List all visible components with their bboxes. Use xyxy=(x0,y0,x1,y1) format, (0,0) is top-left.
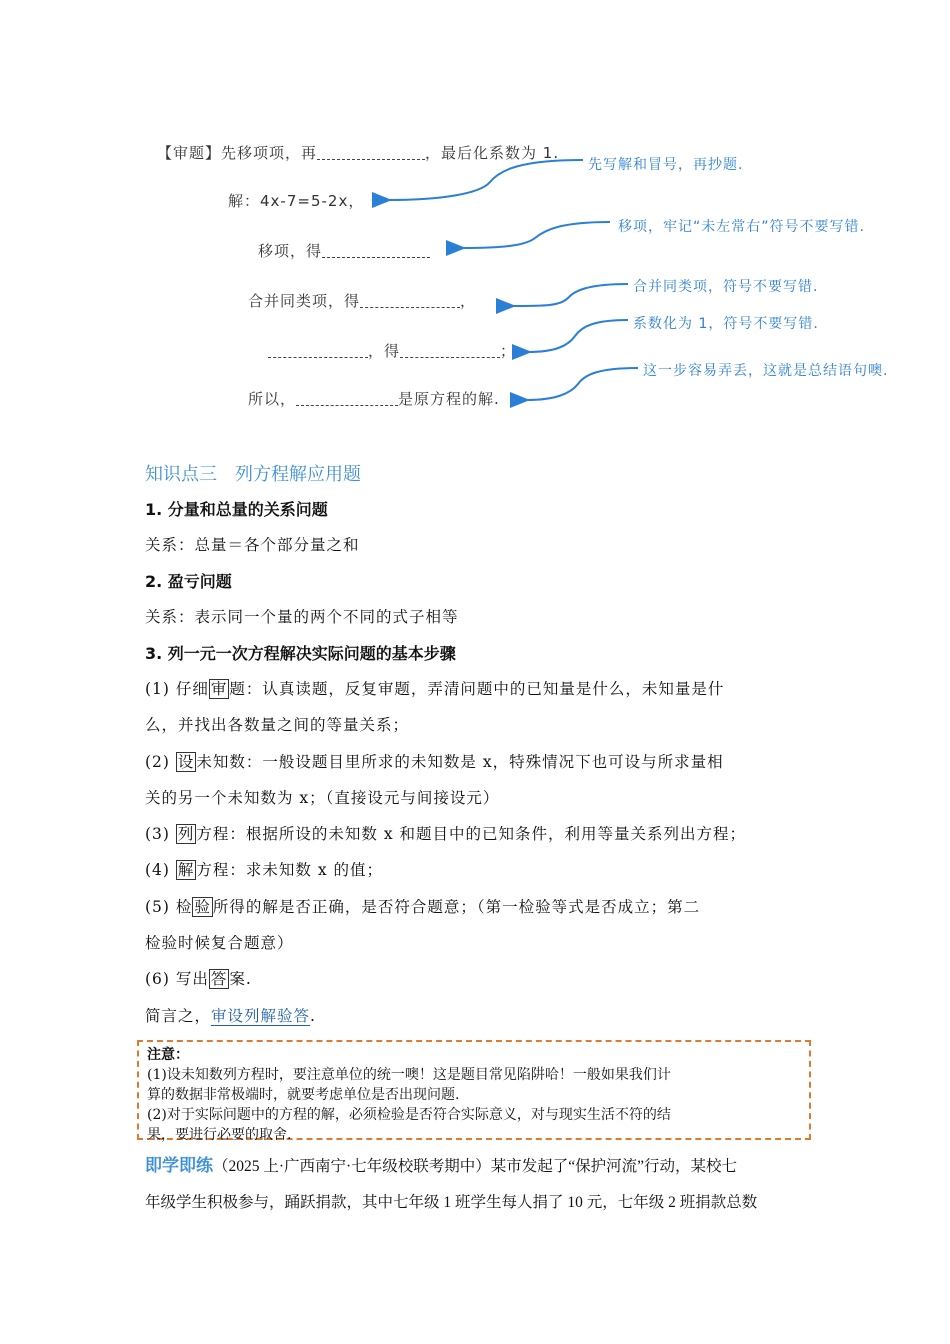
relation-1: 关系：总量＝各个部分量之和 xyxy=(145,536,360,554)
step-1 xyxy=(145,677,724,699)
step-2-num: (2) xyxy=(145,753,176,771)
step-3-num: (3) xyxy=(145,825,176,843)
step-4 xyxy=(145,858,383,880)
annotation-arrows xyxy=(0,0,950,440)
arrow-2 xyxy=(462,222,610,248)
step-4-text: 方程：求未知数 x 的值； xyxy=(196,861,384,879)
notice-line-2: 算的数据非常极端时，就要考虑单位是否出现问题. xyxy=(147,1087,460,1103)
arrow-5 xyxy=(526,368,638,400)
step-2-key: 设 xyxy=(177,753,195,771)
step-move-label: 移项，得 xyxy=(258,242,323,260)
step-3 xyxy=(145,822,746,844)
step-5-num: (5) 检 xyxy=(145,898,193,916)
step-2-cont: 关的另一个未知数为 x；（直接设元与间接设元） xyxy=(145,789,500,807)
step-2 xyxy=(145,750,724,772)
step-6 xyxy=(145,967,252,989)
conclusion-prefix: 所以， xyxy=(248,390,297,408)
section-title: 知识点三 列方程解应用题 xyxy=(145,464,361,485)
heading-3: 3. 列一元一次方程解决实际问题的基本步骤 xyxy=(145,644,456,663)
notice-title: 注意： xyxy=(147,1047,189,1063)
step-coef-end: ； xyxy=(500,342,517,360)
step-4-num: (4) xyxy=(145,861,176,879)
step-6-key: 答 xyxy=(210,970,228,988)
solve-line: 解：4x-7=5-2x， xyxy=(228,192,365,210)
practice-block xyxy=(145,1148,810,1221)
heading-2: 2. 盈亏问题 xyxy=(145,572,232,591)
review-prefix: 【审题】先移项项，再 xyxy=(157,144,318,162)
step-5-text: 所得的解是否正确，是否符合题意；（第一检验等式是否成立；第二 xyxy=(212,898,701,916)
step-5 xyxy=(145,895,700,917)
conclusion-suffix: 是原方程的解. xyxy=(398,390,500,408)
step-4-key: 解 xyxy=(177,861,195,879)
notice-box xyxy=(137,1040,811,1143)
step-1-key: 审 xyxy=(210,680,228,698)
arrow-1 xyxy=(388,160,583,200)
note-1: 先写解和冒号，再抄题. xyxy=(588,157,744,173)
step-5-key: 验 xyxy=(194,898,211,916)
review-suffix: ，最后化系数为 1. xyxy=(425,144,560,162)
practice-line-1 xyxy=(145,1148,810,1185)
arrow-3 xyxy=(512,284,628,306)
practice-text-1: （2025 上·广西南宁·七年级校联考期中）某市发起了“保护河流”行动，某校七 xyxy=(213,1158,737,1175)
step-1-cont: 么，并找出各数量之间的等量关系； xyxy=(145,716,410,734)
step-coef-mid: ，得 xyxy=(368,342,401,360)
step-combine-label: 合并同类项，得 xyxy=(248,292,361,310)
note-4: 系数化为 1，符号不要写错. xyxy=(633,316,819,332)
step-6-text: 案. xyxy=(229,970,252,988)
note-3: 合并同类项，符号不要写错. xyxy=(633,279,819,295)
step-6-num: (6) 写出 xyxy=(145,970,209,988)
notice-line-3: (2)对于实际问题中的方程的解，必须检验是否符合实际意义，对与现实生活不符的结 xyxy=(147,1107,671,1123)
step-2-text: 未知数：一般设题目里所求的未知数是 x，特殊情况下也可设与所求量相 xyxy=(196,753,724,771)
notice-line-4: 果，要进行必要的取舍. xyxy=(147,1127,292,1143)
note-5: 这一步容易弄丢，这就是总结语句噢. xyxy=(643,363,889,379)
summary xyxy=(145,1004,316,1026)
step-3-text: 方程：根据所设的未知数 x 和题目中的已知条件，利用等量关系列出方程； xyxy=(196,825,747,843)
note-2: 移项，牢记“未左常右”符号不要写错. xyxy=(618,219,865,235)
summary-end: . xyxy=(310,1007,316,1025)
practice-label: 即学即练 xyxy=(145,1156,213,1176)
practice-line-2: 年级学生积极参与，踊跃捐款，其中七年级 1 班学生每人捐了 10 元，七年级 2 班捐款总数 xyxy=(145,1194,758,1211)
step-5-cont: 检验时候复合题意） xyxy=(145,934,294,952)
summary-mnemonic: 审设列解验答 xyxy=(211,1007,311,1025)
arrow-4 xyxy=(528,320,628,352)
step-1-num: (1) 仔细 xyxy=(145,680,209,698)
step-3-key: 列 xyxy=(177,825,195,843)
step-combine-end: ， xyxy=(460,292,477,310)
notice-line-1: (1)设未知数列方程时，要注意单位的统一噢！这是题目常见陷阱哈！一般如果我们计 xyxy=(147,1067,671,1083)
summary-prefix: 简言之， xyxy=(145,1007,212,1025)
heading-1: 1. 分量和总量的关系问题 xyxy=(145,500,328,519)
relation-2: 关系：表示同一个量的两个不同的式子相等 xyxy=(145,608,459,626)
step-1-text: 题：认真读题，反复审题，弄清问题中的已知量是什么，未知量是什 xyxy=(229,680,725,698)
